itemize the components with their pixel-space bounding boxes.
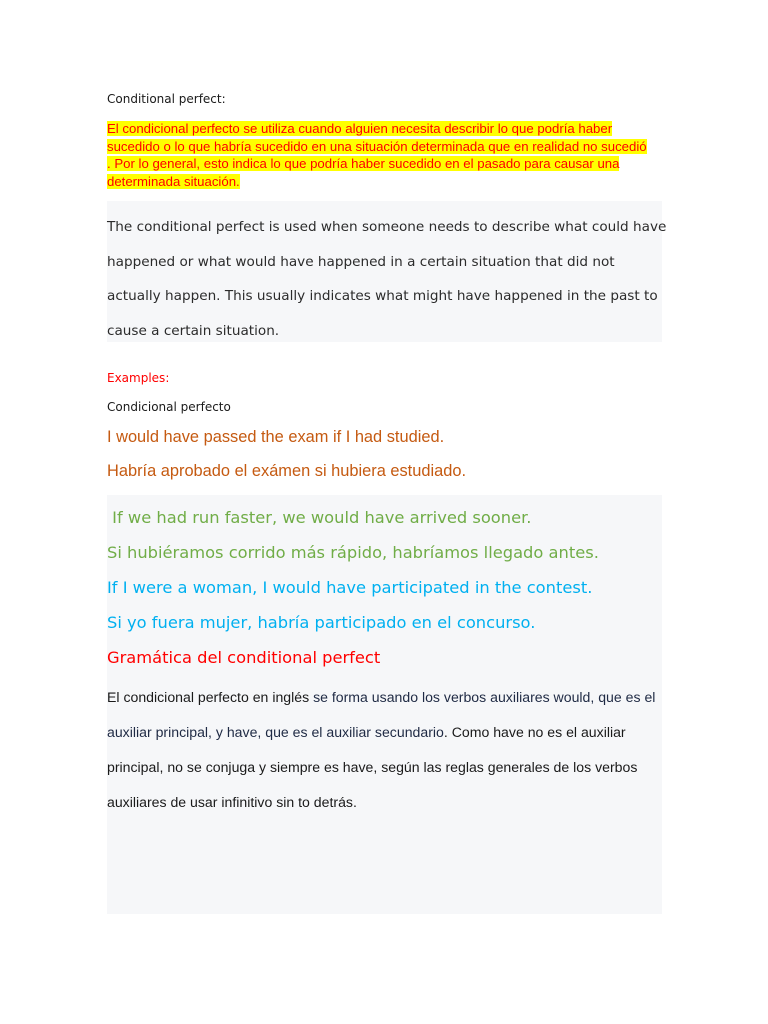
grammar-heading: Gramática del conditional perfect (107, 648, 381, 667)
examples-label: Examples: (107, 371, 170, 385)
english-explanation: The conditional perfect is used when someone needs to describe what could have happened or what would have happened in a certain situation that did not actually happen. This usually indicates what might have happened in the past to cause a certain situation. (107, 219, 667, 340)
example-orange-spanish: Habría aprobado el exámen si hubiera estudiado. (107, 462, 467, 480)
grammar-text-auxiliaries: se forma usando los verbos auxiliares would, que es el auxiliar principal, y have, que es el auxiliar secundario (107, 689, 656, 740)
example-green-spanish: Si hubiéramos corrido más rápido, habríamos llegado antes. (107, 543, 599, 562)
grammar-explanation (107, 680, 672, 820)
grammar-text-intro: El condicional perfecto en inglés (107, 689, 314, 705)
example-orange-english: I would have passed the exam if I had studied. (107, 428, 445, 446)
spanish-explanation-text: El condicional perfecto se utiliza cuando alguien necesita describir lo que podría haber sucedido o lo que habría sucedido en una situación determinada que en realidad no sucedió . Por lo general, esto indica lo que podría haber sucedido en el pasado para causar una determinada situación. (107, 121, 647, 189)
spanish-explanation (107, 120, 647, 190)
example-blue-english: If I were a woman, I would have participated in the contest. (107, 578, 593, 597)
example-green-english: If we had run faster, we would have arrived sooner. (107, 508, 532, 527)
example-blue-spanish: Si yo fuera mujer, habría participado en el concurso. (107, 613, 536, 632)
condicional-perfecto-label: Condicional perfecto (107, 400, 231, 414)
grammar-text-rules: . Como have no es el auxiliar principal, no se conjuga y siempre es have, según las reglas generales de los verbos auxiliares de usar infinitivo sin to detrás. (107, 724, 638, 810)
section-heading: Conditional perfect: (107, 92, 226, 106)
